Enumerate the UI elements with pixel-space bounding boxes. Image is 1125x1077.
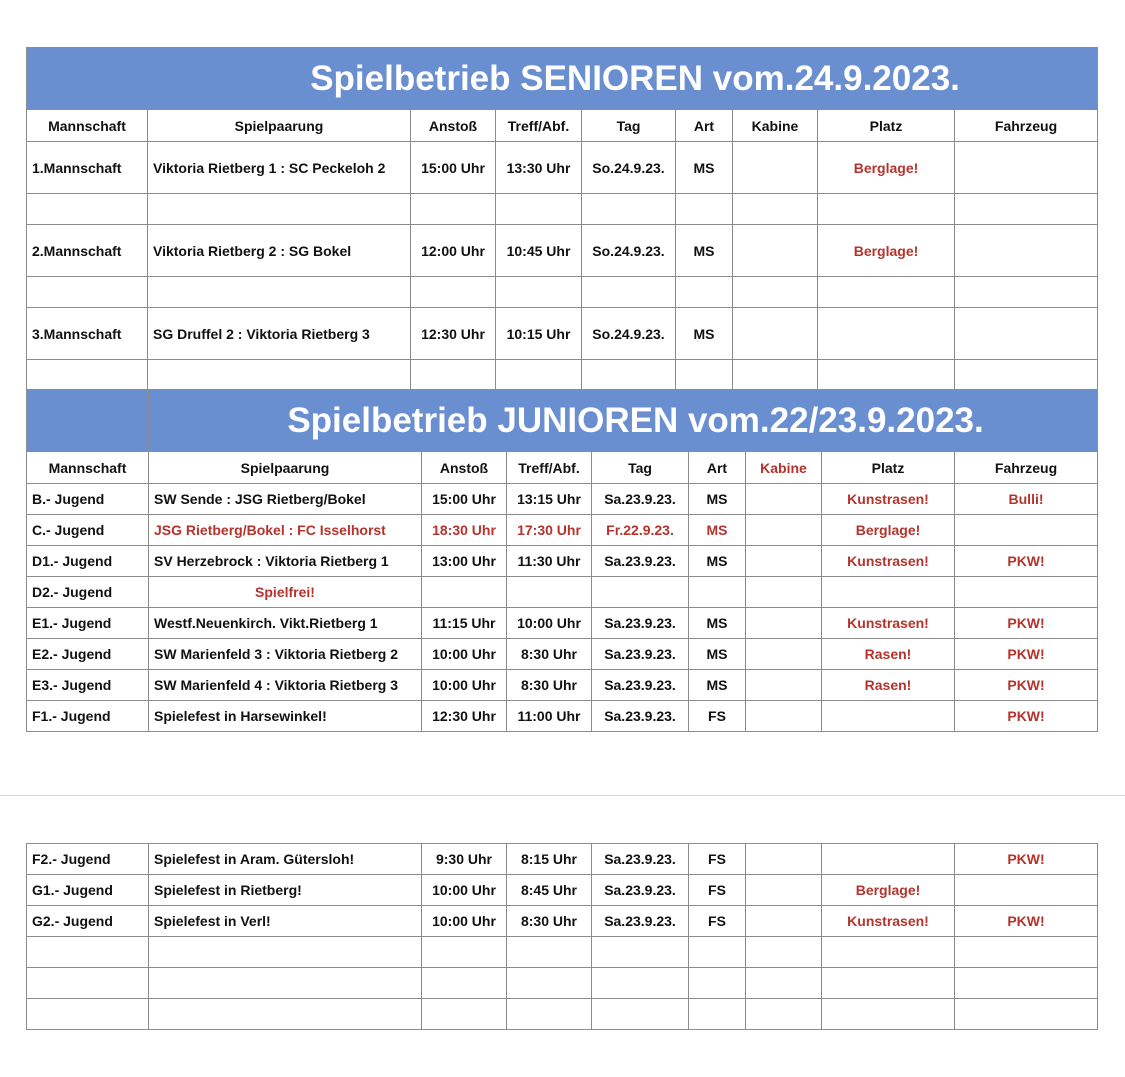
cell-spielpaarung: JSG Rietberg/Bokel : FC Isselhorst <box>149 515 422 546</box>
cell-platz: Kunstrasen! <box>822 546 955 577</box>
cell-anstoss: 10:00 Uhr <box>422 639 507 670</box>
cell-spielpaarung: SV Herzebrock : Viktoria Rietberg 1 <box>149 546 422 577</box>
senioren-title-row <box>27 48 1098 110</box>
col-header-platz: Platz <box>818 110 955 142</box>
cell-platz: Kunstrasen! <box>822 906 955 937</box>
cell-mannschaft: F2.- Jugend <box>27 844 149 875</box>
cell-tag: Sa.23.9.23. <box>592 608 689 639</box>
cell-fahrzeug <box>955 142 1098 194</box>
table-row <box>27 844 1098 875</box>
empty-row <box>27 277 1098 308</box>
table-row <box>27 484 1098 515</box>
cell-art: MS <box>676 225 733 277</box>
cell-mannschaft: G2.- Jugend <box>27 906 149 937</box>
cell-fahrzeug: PKW! <box>955 608 1098 639</box>
cell-anstoss: 18:30 Uhr <box>422 515 507 546</box>
cell-anstoss: 10:00 Uhr <box>422 875 507 906</box>
cell-anstoss: 11:15 Uhr <box>422 608 507 639</box>
cell-tag: Sa.23.9.23. <box>592 701 689 732</box>
cell-anstoss: 9:30 Uhr <box>422 844 507 875</box>
col-header-spielpaarung: Spielpaarung <box>149 452 422 484</box>
cell-anstoss: 13:00 Uhr <box>422 546 507 577</box>
cell-treff: 13:30 Uhr <box>496 142 582 194</box>
cell-treff: 8:30 Uhr <box>507 639 592 670</box>
cell-mannschaft: C.- Jugend <box>27 515 149 546</box>
cell-spielpaarung: Spielefest in Aram. Gütersloh! <box>149 844 422 875</box>
cell-tag: Sa.23.9.23. <box>592 546 689 577</box>
cell-art: MS <box>689 670 746 701</box>
cell-treff <box>507 577 592 608</box>
cell-mannschaft: F1.- Jugend <box>27 701 149 732</box>
cell-spielpaarung: SG Druffel 2 : Viktoria Rietberg 3 <box>148 308 411 360</box>
junioren-title-row <box>27 390 1098 452</box>
cell-fahrzeug <box>955 577 1098 608</box>
empty-row <box>27 937 1098 968</box>
cell-spielpaarung: SW Marienfeld 4 : Viktoria Rietberg 3 <box>149 670 422 701</box>
cell-kabine <box>746 670 822 701</box>
cell-treff: 11:00 Uhr <box>507 701 592 732</box>
cell-art: FS <box>689 844 746 875</box>
cell-kabine <box>746 701 822 732</box>
cell-art: FS <box>689 701 746 732</box>
cell-mannschaft: B.- Jugend <box>27 484 149 515</box>
cell-treff: 13:15 Uhr <box>507 484 592 515</box>
cell-art: MS <box>676 142 733 194</box>
cell-fahrzeug: PKW! <box>955 906 1098 937</box>
cell-tag: So.24.9.23. <box>582 225 676 277</box>
cell-tag: Sa.23.9.23. <box>592 875 689 906</box>
col-header-tag: Tag <box>592 452 689 484</box>
cell-anstoss <box>422 577 507 608</box>
cell-tag: So.24.9.23. <box>582 308 676 360</box>
junioren-table <box>26 389 1098 732</box>
cell-mannschaft: 1.Mannschaft <box>27 142 148 194</box>
cell-treff: 8:30 Uhr <box>507 906 592 937</box>
cell-art: MS <box>676 308 733 360</box>
junioren-header-row <box>27 452 1098 484</box>
cell-mannschaft: E1.- Jugend <box>27 608 149 639</box>
cell-anstoss: 15:00 Uhr <box>411 142 496 194</box>
cell-mannschaft: 2.Mannschaft <box>27 225 148 277</box>
empty-row <box>27 360 1098 391</box>
cell-platz: Kunstrasen! <box>822 608 955 639</box>
cell-fahrzeug <box>955 515 1098 546</box>
cell-spielpaarung: Viktoria Rietberg 1 : SC Peckeloh 2 <box>148 142 411 194</box>
cell-kabine <box>746 484 822 515</box>
cell-spielpaarung: Spielfrei! <box>149 577 422 608</box>
cell-mannschaft: 3.Mannschaft <box>27 308 148 360</box>
cell-kabine <box>746 906 822 937</box>
cell-treff: 11:30 Uhr <box>507 546 592 577</box>
col-header-spielpaarung: Spielpaarung <box>148 110 411 142</box>
cell-spielpaarung: Viktoria Rietberg 2 : SG Bokel <box>148 225 411 277</box>
cell-kabine <box>746 844 822 875</box>
cell-anstoss: 15:00 Uhr <box>422 484 507 515</box>
cell-platz: Berglage! <box>818 142 955 194</box>
cell-tag: Sa.23.9.23. <box>592 639 689 670</box>
cell-tag: Sa.23.9.23. <box>592 484 689 515</box>
senioren-header-row <box>27 110 1098 142</box>
cell-tag: Fr.22.9.23. <box>592 515 689 546</box>
table-row <box>27 515 1098 546</box>
cell-art: FS <box>689 906 746 937</box>
table-row <box>27 639 1098 670</box>
cell-kabine <box>733 308 818 360</box>
junioren-title: Spielbetrieb JUNIOREN vom.22/23.9.2023. <box>149 390 1098 452</box>
cell-tag: Sa.23.9.23. <box>592 670 689 701</box>
cell-spielpaarung: Spielefest in Verl! <box>149 906 422 937</box>
cell-mannschaft: G1.- Jugend <box>27 875 149 906</box>
cell-art: MS <box>689 546 746 577</box>
cell-treff: 8:45 Uhr <box>507 875 592 906</box>
cell-fahrzeug <box>955 308 1098 360</box>
cell-mannschaft: E2.- Jugend <box>27 639 149 670</box>
cell-fahrzeug <box>955 875 1098 906</box>
col-header-treff: Treff/Abf. <box>507 452 592 484</box>
col-header-treff: Treff/Abf. <box>496 110 582 142</box>
table-row <box>27 670 1098 701</box>
cell-tag: So.24.9.23. <box>582 142 676 194</box>
cell-spielpaarung: Westf.Neuenkirch. Vikt.Rietberg 1 <box>149 608 422 639</box>
cell-kabine <box>746 577 822 608</box>
cell-platz <box>818 308 955 360</box>
col-header-mannschaft: Mannschaft <box>27 452 149 484</box>
cell-kabine <box>733 225 818 277</box>
cell-anstoss: 10:00 Uhr <box>422 906 507 937</box>
table-row <box>27 577 1098 608</box>
col-header-kabine: Kabine <box>746 452 822 484</box>
table-row <box>27 906 1098 937</box>
senioren-title: Spielbetrieb SENIOREN vom.24.9.2023. <box>148 48 1098 110</box>
col-header-tag: Tag <box>582 110 676 142</box>
title-spacer <box>27 390 149 452</box>
cell-anstoss: 12:30 Uhr <box>422 701 507 732</box>
cell-anstoss: 12:00 Uhr <box>411 225 496 277</box>
col-header-mannschaft: Mannschaft <box>27 110 148 142</box>
table-row <box>27 701 1098 732</box>
cell-kabine <box>746 546 822 577</box>
col-header-fahrzeug: Fahrzeug <box>955 452 1098 484</box>
cell-treff: 10:00 Uhr <box>507 608 592 639</box>
col-header-fahrzeug: Fahrzeug <box>955 110 1098 142</box>
cell-kabine <box>746 608 822 639</box>
page-break-divider <box>0 795 1125 796</box>
cell-treff: 10:15 Uhr <box>496 308 582 360</box>
cell-platz <box>822 577 955 608</box>
empty-row <box>27 194 1098 225</box>
cell-anstoss: 10:00 Uhr <box>422 670 507 701</box>
col-header-kabine: Kabine <box>733 110 818 142</box>
col-header-platz: Platz <box>822 452 955 484</box>
cell-anstoss: 12:30 Uhr <box>411 308 496 360</box>
cell-platz <box>822 844 955 875</box>
cell-fahrzeug: Bulli! <box>955 484 1098 515</box>
cell-spielpaarung: Spielefest in Rietberg! <box>149 875 422 906</box>
cell-kabine <box>733 142 818 194</box>
empty-row <box>27 968 1098 999</box>
col-header-anstoss: Anstoß <box>411 110 496 142</box>
cell-spielpaarung: Spielefest in Harsewinkel! <box>149 701 422 732</box>
cell-platz: Kunstrasen! <box>822 484 955 515</box>
table-row <box>27 608 1098 639</box>
cell-mannschaft: E3.- Jugend <box>27 670 149 701</box>
cell-tag <box>592 577 689 608</box>
cell-art: MS <box>689 608 746 639</box>
cell-art: MS <box>689 515 746 546</box>
cell-kabine <box>746 875 822 906</box>
cell-fahrzeug: PKW! <box>955 670 1098 701</box>
cell-treff: 17:30 Uhr <box>507 515 592 546</box>
junioren-continued-table <box>26 843 1098 1030</box>
cell-platz: Rasen! <box>822 670 955 701</box>
cell-art: FS <box>689 875 746 906</box>
senioren-table <box>26 47 1098 391</box>
table-row <box>27 546 1098 577</box>
cell-spielpaarung: SW Sende : JSG Rietberg/Bokel <box>149 484 422 515</box>
cell-spielpaarung: SW Marienfeld 3 : Viktoria Rietberg 2 <box>149 639 422 670</box>
cell-fahrzeug: PKW! <box>955 546 1098 577</box>
table-row <box>27 225 1098 277</box>
col-header-art: Art <box>676 110 733 142</box>
cell-art <box>689 577 746 608</box>
cell-treff: 10:45 Uhr <box>496 225 582 277</box>
cell-mannschaft: D2.- Jugend <box>27 577 149 608</box>
col-header-art: Art <box>689 452 746 484</box>
cell-fahrzeug: PKW! <box>955 844 1098 875</box>
col-header-anstoss: Anstoß <box>422 452 507 484</box>
cell-tag: Sa.23.9.23. <box>592 906 689 937</box>
cell-treff: 8:30 Uhr <box>507 670 592 701</box>
cell-kabine <box>746 639 822 670</box>
cell-treff: 8:15 Uhr <box>507 844 592 875</box>
cell-kabine <box>746 515 822 546</box>
cell-platz: Berglage! <box>822 515 955 546</box>
table-row <box>27 142 1098 194</box>
cell-mannschaft: D1.- Jugend <box>27 546 149 577</box>
table-row <box>27 875 1098 906</box>
title-spacer <box>27 48 148 110</box>
cell-art: MS <box>689 484 746 515</box>
cell-fahrzeug: PKW! <box>955 639 1098 670</box>
cell-tag: Sa.23.9.23. <box>592 844 689 875</box>
cell-fahrzeug <box>955 225 1098 277</box>
cell-platz: Rasen! <box>822 639 955 670</box>
empty-row <box>27 999 1098 1030</box>
cell-platz: Berglage! <box>818 225 955 277</box>
cell-platz <box>822 701 955 732</box>
table-row <box>27 308 1098 360</box>
cell-art: MS <box>689 639 746 670</box>
cell-platz: Berglage! <box>822 875 955 906</box>
cell-fahrzeug: PKW! <box>955 701 1098 732</box>
